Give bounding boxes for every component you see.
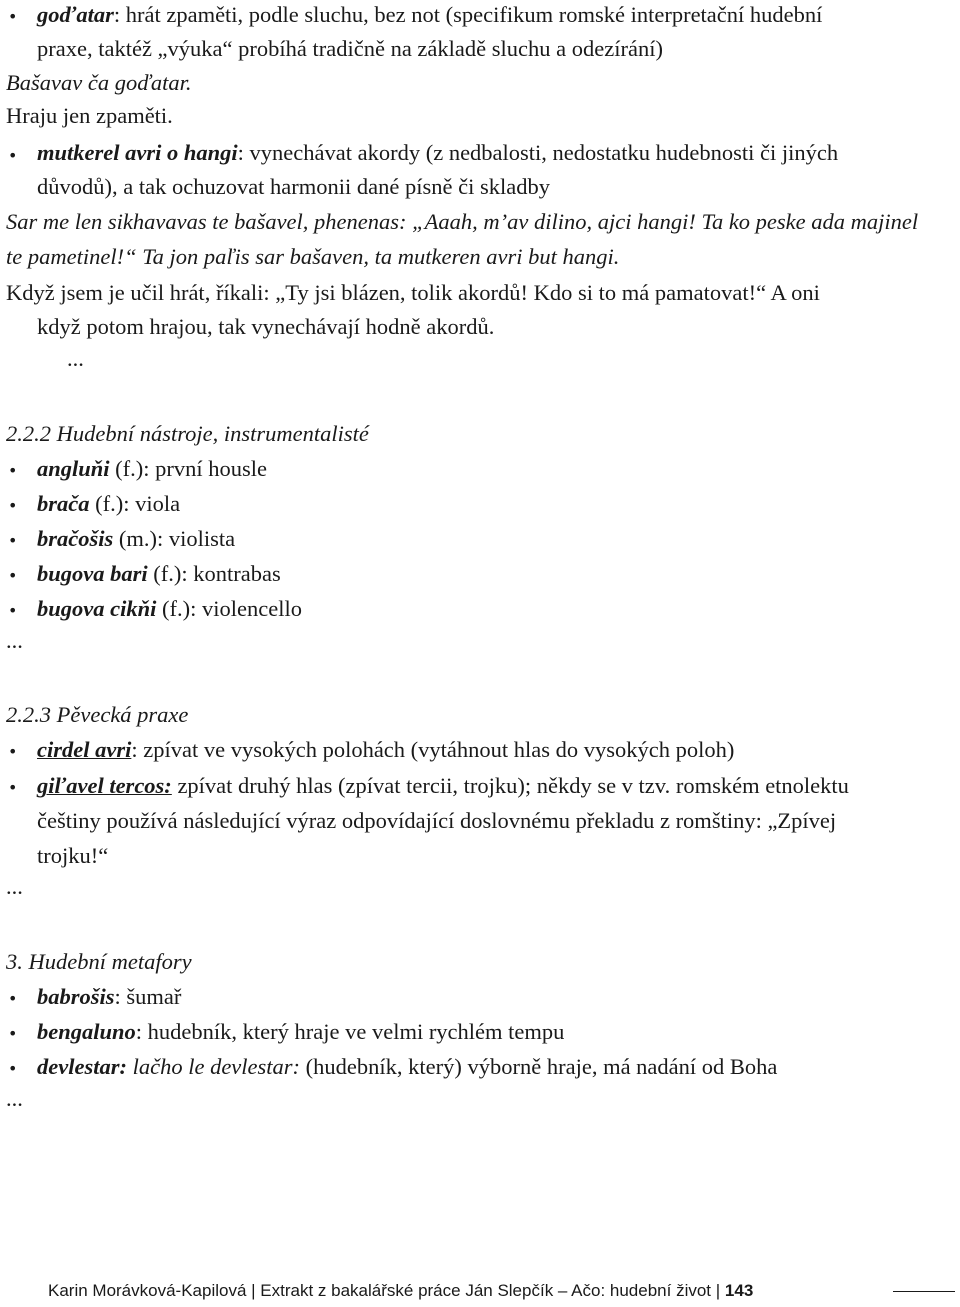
term: bugova bari (37, 561, 148, 586)
footer-text: Karin Morávková-Kapilová | Extrakt z bakalářské práce Ján Slepčík – Ačo: hudební život | (48, 1281, 721, 1300)
page-number: 143 (724, 1281, 754, 1300)
definition-continuation: trojku!“ (37, 843, 109, 868)
romani-example: Bašavav ča goďatar. (6, 70, 192, 95)
definition: : vynechávat akordy (z nedbalosti, nedostatku hudebnosti či jiných (237, 140, 839, 165)
ellipsis: ... (6, 1086, 23, 1111)
section-heading: 2.2.3 Pěvecká praxe (6, 702, 189, 727)
bullet-icon: • (8, 601, 18, 620)
term: brača (37, 491, 90, 516)
ellipsis: ... (6, 874, 23, 899)
list-item (37, 986, 181, 1009)
term: goďatar (37, 2, 114, 27)
definition: (hudebník, který) výborně hraje, má nadání od Boha (300, 1054, 778, 1079)
bullet-icon: • (8, 1024, 18, 1043)
term: cirdel avri (37, 737, 132, 762)
definition-continuation: důvodů), a tak ochuzovat harmonii dané písně či skladby (37, 174, 550, 199)
term: bračošis (37, 526, 114, 551)
list-item (37, 563, 281, 586)
list-item (37, 493, 180, 516)
definition: : zpívat ve vysokých polohách (vytáhnout hlas do vysokých poloh) (131, 737, 735, 762)
section-heading: 3. Hudební metafory (6, 949, 192, 974)
definition-continuation: praxe, taktéž „výuka“ probíhá tradičně na základě sluchu a odezírání) (37, 36, 663, 61)
bullet-icon: • (8, 531, 18, 550)
list-item (37, 598, 302, 621)
term: bengaluno (37, 1019, 136, 1044)
term: mutkerel avri o hangi (37, 140, 238, 165)
definition: : šumař (114, 984, 182, 1009)
bullet-icon: • (8, 7, 18, 26)
bullet-icon: • (8, 742, 18, 761)
czech-translation: Když jsem je učil hrát, říkali: „Ty jsi blázen, tolik akordů! Kdo si to má pamatovat!“ A oni (6, 280, 820, 305)
definition: (f.): viola (89, 491, 181, 516)
definition: (m.): violista (113, 526, 236, 551)
term: devlestar: (37, 1054, 127, 1079)
definition-line (37, 142, 838, 165)
definition-line (37, 4, 822, 27)
czech-translation: když potom hrajou, tak vynechávají hodně akordů. (37, 314, 495, 339)
definition: zpívat druhý hlas (zpívat tercii, trojku); někdy se v tzv. romském etnolektu (171, 773, 849, 798)
definition: (f.): první housle (109, 456, 268, 481)
list-item (37, 1056, 777, 1079)
definition: (f.): violencello (156, 596, 302, 621)
list-item (37, 528, 235, 551)
definition-continuation: češtiny používá následující výraz odpovídající doslovnému překladu z romštiny: „Zpívej (37, 808, 837, 833)
page-footer (48, 1282, 753, 1299)
bullet-icon: • (8, 461, 18, 480)
czech-translation: Hraju jen zpaměti. (6, 103, 173, 128)
list-item (37, 739, 734, 762)
list-item (37, 458, 267, 481)
section-heading: 2.2.2 Hudební nástroje, instrumentalisté (6, 421, 369, 446)
term: angluňi (37, 456, 110, 481)
footer-rule (893, 1291, 955, 1292)
romani-example: te pametinel!“ Ta jon paľis sar bašaven, ta mutkeren avri but hangi. (6, 244, 620, 269)
list-item (37, 775, 849, 798)
definition: : hudebník, který hraje ve velmi rychlém tempu (135, 1019, 565, 1044)
example-phrase: lačho le devlestar: (126, 1054, 301, 1079)
bullet-icon: • (8, 778, 18, 797)
definition: (f.): kontrabas (147, 561, 281, 586)
definition: : hrát zpaměti, podle sluchu, bez not (specifikum romské interpretační hudební (113, 2, 823, 27)
term: giľavel tercos: (37, 773, 172, 798)
bullet-icon: • (8, 1059, 18, 1078)
term: babrošis (37, 984, 115, 1009)
bullet-icon: • (8, 566, 18, 585)
list-item (37, 1021, 564, 1044)
bullet-icon: • (8, 989, 18, 1008)
romani-example: Sar me len sikhavavas te bašavel, phenenas: „Aaah, m’av dilino, ajci hangi! Ta ko peske ada majinel (6, 209, 919, 234)
bullet-icon: • (8, 146, 18, 165)
bullet-icon: • (8, 496, 18, 515)
ellipsis: ... (67, 346, 84, 371)
term: bugova cikňi (37, 596, 157, 621)
ellipsis: ... (6, 628, 23, 653)
